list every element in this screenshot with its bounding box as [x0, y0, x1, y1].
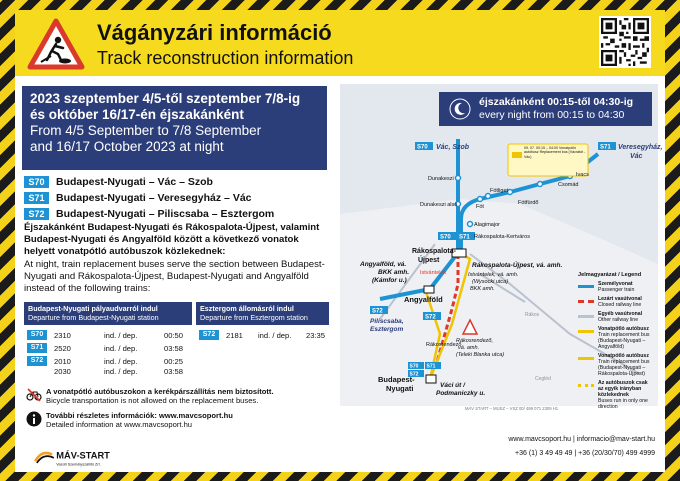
no-bicycle-icon: [26, 387, 42, 403]
table-esztergom: [196, 302, 329, 342]
line-badge: S72: [27, 356, 47, 366]
line-badge: S71: [24, 192, 49, 204]
route-name: Budapest-Nyugati – Piliscsaba – Esztergom: [56, 207, 275, 220]
mav-start-logo: [25, 446, 135, 468]
legend-en: Other railway line: [598, 317, 639, 323]
contact-info: [395, 433, 655, 461]
map-label-esztergom: Esztergom: [370, 326, 404, 333]
line-badge: S70: [24, 176, 49, 188]
map-badge-text: S72: [409, 371, 419, 378]
legend-hu: Vonatpótló autóbusz: [598, 326, 649, 332]
station-angyalfold: [424, 286, 434, 293]
map-badge-text: S72: [425, 314, 436, 321]
route-name: Budapest-Nyugati – Veresegyház – Vác: [56, 191, 252, 204]
left-column: [15, 76, 337, 472]
bus-icon: [512, 152, 522, 158]
contact-web-email[interactable]: www.mavcsoport.hu | informacio@mav-start.hu: [508, 436, 655, 443]
qr-code-icon[interactable]: [599, 16, 651, 68]
map-badge-text: S71: [600, 144, 611, 151]
map-label: Alagimajor: [474, 222, 500, 228]
legend-en: Closed railway line: [598, 302, 642, 308]
info-note: [24, 411, 329, 433]
legend-hu: Az autóbuszok csak az egyik irányban közlekednek: [598, 380, 648, 398]
map-label: Dunakeszi: [428, 176, 454, 182]
map-footnote: MÁV START – MUSZ – VSZ 00/ 499 071 2309 H1: [465, 406, 559, 411]
legend-swatch-bus: [578, 357, 594, 360]
bus-box-text: 09. 07. 00:15 – 04:00 Vonatpótló autóbusz Replacement bus (Vácrátót - Vác): [524, 146, 586, 159]
map-label: vá. amh.: [458, 345, 480, 351]
line-badge: S72: [24, 208, 49, 220]
table-head-en: Departure from Budapest-Nyugati station: [28, 313, 159, 322]
legend-hu: Vonatpótló autóbusz: [598, 353, 649, 359]
map-badge-text: S71: [459, 234, 470, 241]
train-number: 2181: [226, 331, 243, 340]
description-en: At night, train replacement buses serve the section between Budapest-Nyugati and Rákospalota-Újpest, Budapest-Nyugati and Angyalföld instead of the following trains:: [24, 259, 325, 294]
legend-hu: Egyéb vasútvonal: [598, 311, 643, 317]
legend-swatch-bus: [578, 330, 594, 333]
route-item: [24, 206, 329, 221]
train-number: 2010: [54, 357, 71, 366]
legend-en: Passenger train: [598, 287, 635, 293]
legend-hu: Lezárt vasútvonal: [598, 296, 642, 302]
date-hu-line1: 2023 szeptember 4/5-től szeptember 7/8-ig: [30, 91, 301, 106]
map-label: Fótliget: [490, 188, 509, 194]
bike-note-hu: A vonatpótló autóbuszokon a kerékpárszállítás nem biztosított.: [46, 387, 274, 396]
map-label-angyalfold: Angyalföld: [404, 295, 443, 304]
legend-swatch-other: [578, 315, 594, 318]
map-label-vac: Vác: [630, 153, 643, 160]
map-label: Csomád: [558, 182, 579, 188]
date-hu-line2: és október 16/17-én éjszakánként: [30, 107, 244, 122]
description-hu: Éjszakánként Budapest-Nyugati és Rákospalota-Újpest, valamint Budapest-Nyugati és Angyalföld között a következő vonatok helyett vonatpótló autóbuszok közlekednek:: [24, 222, 320, 257]
train-number: 2030: [54, 367, 71, 376]
map-label-veresegyhaz: Veresegyház,: [618, 144, 663, 151]
legend-item: [578, 281, 654, 293]
train-number: 2520: [54, 344, 71, 353]
direction: ind. / dep.: [104, 331, 138, 340]
description: [24, 222, 329, 295]
bike-note: [24, 387, 329, 409]
title-english: Track reconstruction information: [97, 48, 354, 68]
route-item: [24, 190, 329, 205]
time: 00:50: [164, 331, 184, 340]
map-label-nyugati: Budapest-: [378, 375, 415, 384]
map-badge-text: S71: [426, 363, 436, 370]
map-label-angyalfold-bkk: Angyalföld, vá.: [360, 261, 407, 268]
table-row: [24, 342, 192, 355]
legend-en: Train replacement bus (Budapest-Nyugati – Angyalföld): [598, 332, 650, 350]
bike-note-en: Bicycle transportation is not allowed on the replacement buses.: [46, 396, 259, 405]
legend-item: [578, 296, 654, 308]
map-label: Rákosrendező: [426, 342, 462, 348]
station-nyugati: [426, 375, 436, 383]
logo-subtext: Vasúti Személyszállító Zrt.: [56, 462, 101, 467]
map-label-angyalfold-bkk: (Kámfor u.): [372, 277, 407, 284]
map-badge-text: S70: [440, 234, 451, 241]
time: 03:58: [164, 344, 184, 353]
line-badge: S72: [199, 330, 219, 340]
table-nyugati-header: [24, 302, 192, 325]
map-label-angyalfold-bkk: BKK amh.: [378, 269, 410, 276]
legend-swatch-oneway: [578, 384, 594, 387]
night-hours-banner: [439, 92, 652, 126]
line-badge: S70: [27, 330, 47, 340]
time: 03:58: [164, 367, 184, 376]
map-legend: [578, 272, 654, 413]
route-item: [24, 174, 329, 189]
map-label-vaci: Váci út /: [440, 382, 465, 389]
table-head-en: Departure from Esztergom station: [200, 313, 308, 322]
time: 23:35: [306, 331, 326, 340]
route-list: [24, 174, 329, 222]
time: 00:25: [164, 357, 184, 366]
notice-sheet: [15, 10, 665, 472]
notes: [24, 387, 329, 435]
construction-sign-icon: [463, 320, 477, 334]
map-label: Istvántelek, vá. amh.: [468, 272, 519, 278]
map-label-rakos: Rákos: [525, 312, 540, 318]
roadwork-warning-icon: [27, 18, 85, 70]
map-label: Rákospalota-Kertváros: [474, 234, 530, 240]
legend-item: [578, 380, 654, 410]
moon-icon: [449, 98, 471, 120]
header-bar: [15, 10, 665, 76]
map-label-rakospalota-2: Újpest: [418, 257, 440, 264]
legend-title: Jelmagyarázat / Legend: [578, 272, 642, 278]
table-nyugati: [24, 302, 192, 378]
legend-hu: Személyvonat: [598, 281, 633, 287]
table-row: [24, 365, 192, 378]
map-label: (Wysocki utca): [472, 279, 509, 285]
table-head-hu: Budapest-Nyugati pályaudvarról indul: [28, 304, 158, 313]
direction: ind. / dep.: [104, 357, 138, 366]
legend-en: Buses run in only one direction: [598, 398, 648, 410]
map-label-rakospalota-1: Rákospalota-: [412, 248, 456, 255]
map-label: (Teleki Blanka utca): [456, 352, 505, 358]
map-label: Ivacs: [576, 172, 589, 178]
map-label: Fótfürdő: [518, 200, 539, 206]
map-badge-text: S70: [417, 144, 428, 151]
table-row: [24, 329, 192, 342]
map-label: Rákosrendező,: [456, 338, 493, 344]
info-note-hu: További részletes információk: www.mavcsoport.hu: [46, 411, 233, 420]
line-badge: S71: [27, 343, 47, 353]
map-label: Fót: [476, 204, 484, 210]
legend-swatch-closed: [578, 300, 594, 303]
table-row: [196, 329, 329, 342]
info-icon: [26, 411, 42, 427]
legend-en: Train replacement bus (Budapest-Nyugati – Rákospalota-Újpest): [598, 359, 650, 377]
map-label-vaci: Podmaniczky u.: [436, 390, 486, 397]
info-note-en: Detailed information at www.mavcsoport.hu: [46, 420, 193, 429]
night-hours-hu: éjszakánként 00:15-től 04:30-ig: [479, 96, 634, 108]
table-head-hu: Esztergom állomásról indul: [200, 304, 294, 313]
map-label: BKK amh.: [470, 286, 495, 292]
map-badge-text: S70: [409, 363, 419, 370]
night-hours-en: every night from 00:15 to 04:30: [479, 109, 625, 121]
map-label-cegled: Cegléd: [535, 376, 551, 382]
date-en-line2: and 16/17 October 2023 at night: [30, 139, 224, 154]
map-badge-text: S72: [372, 308, 383, 315]
title-hungarian: Vágányzári információ: [97, 20, 332, 45]
legend-item: [578, 353, 654, 377]
logo-text: MÁV-START: [56, 450, 110, 461]
map-label: Dunakeszi alsó: [420, 202, 458, 208]
table-esztergom-header: [196, 302, 329, 325]
date-en-line1: From 4/5 September to 7/8 September: [30, 123, 262, 138]
map-label-vac-szob: Vác, Szob: [436, 144, 470, 151]
map-label-nyugati: Nyugati: [386, 384, 414, 393]
legend-swatch-train: [578, 285, 594, 288]
legend-item: [578, 311, 654, 323]
date-banner: [22, 86, 327, 170]
map-label-istvantelek: Istvántelek: [420, 270, 447, 276]
legend-item: [578, 326, 654, 350]
route-name: Budapest-Nyugati – Vác – Szob: [56, 175, 213, 188]
contact-phone[interactable]: +36 (1) 3 49 49 49 | +36 (20/30/70) 499 4999: [515, 450, 655, 457]
train-number: 2310: [54, 331, 71, 340]
direction: ind. / dep.: [104, 367, 138, 376]
direction: ind. / dep.: [258, 331, 292, 340]
direction: ind. / dep.: [104, 344, 138, 353]
map-label-rakospalota-bus: Rákospalota-Újpest, vá. amh.: [472, 262, 563, 269]
map-label-piliscsaba: Piliscsaba,: [370, 318, 404, 325]
